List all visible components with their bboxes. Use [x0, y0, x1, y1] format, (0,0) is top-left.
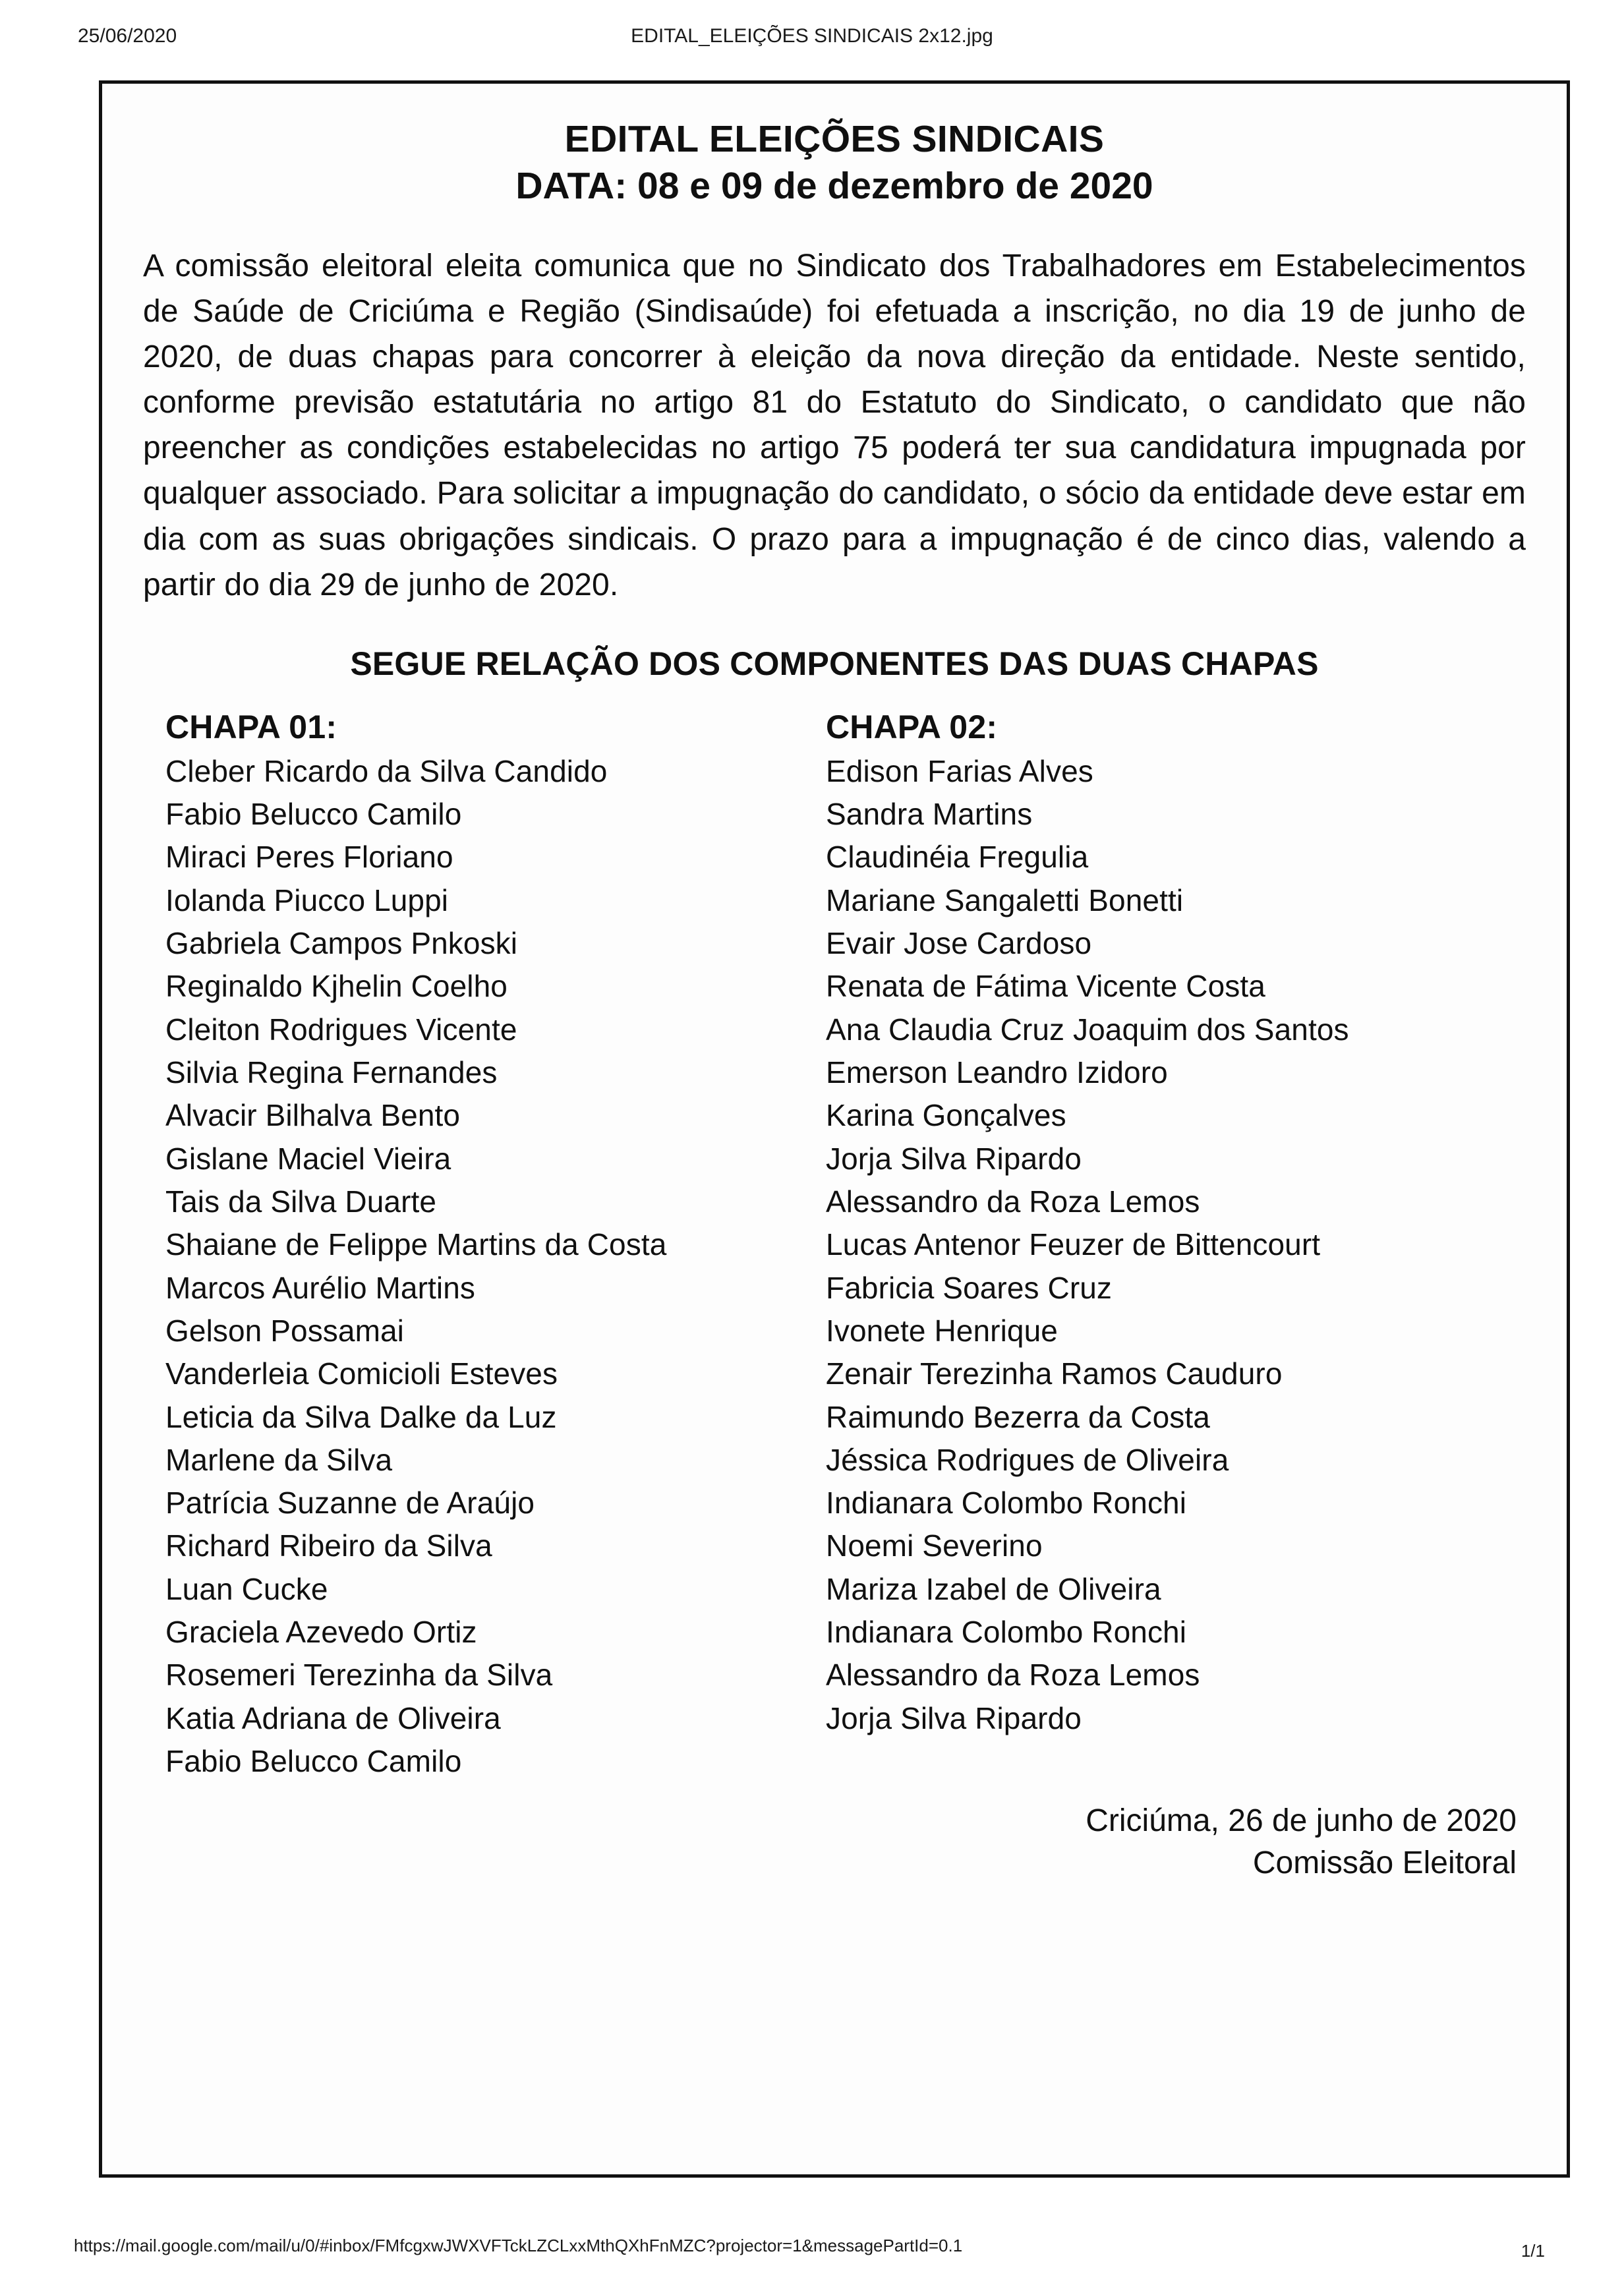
notice-subtitle: DATA: 08 e 09 de dezembro de 2020 [515, 164, 1153, 207]
slate-member-item: Leticia da Silva Dalke da Luz [165, 1399, 557, 1434]
slate-member-item: Lucas Antenor Feuzer de Bittencourt [826, 1227, 1321, 1262]
slate-member-item: Emerson Leandro Izidoro [826, 1055, 1168, 1089]
print-footer [0, 2236, 1624, 2275]
slate-chapa-02-member-list [826, 750, 1514, 1740]
slate-member-item: Jorja Silva Ripardo [826, 1141, 1082, 1176]
slate-member-item: Raimundo Bezerra da Costa [826, 1399, 1210, 1434]
slate-member-item: Katia Adriana de Oliveira [165, 1700, 501, 1735]
slate-member-item: Claudinéia Fregulia [826, 840, 1089, 875]
slate-member-item: Indianara Colombo Ronchi [826, 1486, 1187, 1521]
slate-member-item: Richard Ribeiro da Silva [165, 1528, 492, 1563]
print-header-document-name: EDITAL_ELEIÇÕES SINDICAIS 2x12.jpg [631, 25, 993, 47]
signature-block [136, 1800, 1532, 1884]
slate-chapa-02 [815, 708, 1514, 1740]
slate-member-item: Fabio Belucco Camilo [165, 1744, 462, 1778]
slate-member-item: Zenair Terezinha Ramos Cauduro [826, 1356, 1283, 1391]
slate-member-item: Miraci Peres Floriano [165, 840, 453, 875]
slate-member-item: Ivonete Henrique [826, 1313, 1058, 1348]
slate-member-item: Sandra Martins [826, 797, 1033, 832]
slate-member-item: Renata de Fátima Vicente Costa [826, 969, 1265, 1004]
slate-member-item: Jéssica Rodrigues de Oliveira [826, 1442, 1229, 1477]
notice-content [102, 84, 1567, 2174]
slate-chapa-01-title: CHAPA 01: [165, 708, 337, 745]
slate-member-item: Gislane Maciel Vieira [165, 1141, 451, 1176]
slate-member-item: Vanderleia Comicioli Esteves [165, 1356, 558, 1391]
slate-member-item: Marlene da Silva [165, 1442, 393, 1477]
slate-member-item: Fabricia Soares Cruz [826, 1270, 1113, 1305]
slate-member-item: Cleiton Rodrigues Vicente [165, 1012, 517, 1047]
slate-member-item: Tais da Silva Duarte [165, 1184, 437, 1219]
slates-container [136, 708, 1532, 1784]
slate-member-item: Silvia Regina Fernandes [165, 1055, 498, 1089]
slate-member-item: Evair Jose Cardoso [826, 926, 1092, 961]
slate-member-item: Luan Cucke [165, 1571, 328, 1606]
notice-title: EDITAL ELEIÇÕES SINDICAIS [564, 118, 1105, 160]
slate-member-item: Shaiane de Felippe Martins da Costa [165, 1227, 667, 1262]
slate-member-item: Patrícia Suzanne de Araújo [165, 1486, 535, 1521]
notice-sheet [99, 80, 1570, 2178]
slate-member-item: Iolanda Piucco Luppi [165, 883, 449, 917]
slate-member-item: Mariza Izabel de Oliveira [826, 1571, 1161, 1606]
slate-member-item: Rosemeri Terezinha da Silva [165, 1658, 553, 1693]
slate-member-item: Fabio Belucco Camilo [165, 797, 462, 832]
slate-chapa-02-title: CHAPA 02: [826, 708, 998, 745]
signature-signed-by: Comissão Eleitoral [1252, 1845, 1517, 1880]
slate-member-item: Gabriela Campos Pnkoski [165, 926, 518, 961]
slate-member-item: Karina Gonçalves [826, 1098, 1066, 1133]
print-footer-page-number: 1/1 [1521, 2241, 1545, 2261]
slate-member-item: Ana Claudia Cruz Joaquim dos Santos [826, 1012, 1349, 1047]
slate-member-item: Marcos Aurélio Martins [165, 1270, 476, 1305]
print-footer-url: https://mail.google.com/mail/u/0/#inbox/FMfcgxwJWXVFTckLZCLxxMthQXhFnMZC?projector=1&messagePartId=0.1 [74, 2236, 963, 2255]
notice-body-paragraph: A comissão eleitoral eleita comunica que no Sindicato dos Trabalhadores em Estabelecimentos de Saúde de Criciúma e Região (Sindisaúde) foi efetuada a inscrição, no dia 19 de junho de 2020, de duas chapas para concorrer à eleição da nova direção da entidade. Neste sentido, conforme previsão estatutária no artigo 81 do Estatuto do Sindicato, o candidato que não preencher as condições estabelecidas no artigo 75 poderá ter sua candidatura impugnada por qualquer associado. Para solicitar a impugnação do candidato, o sócio da entidade deve estar em dia com as suas obrigações sindicais. O prazo para a impugnação é de cinco dias, valendo a partir do dia 29 de junho de 2020. [143, 248, 1526, 602]
slate-chapa-01 [136, 708, 815, 1784]
slate-member-item: Mariane Sangaletti Bonetti [826, 883, 1184, 917]
slate-member-item: Edison Farias Alves [826, 753, 1093, 788]
print-header [0, 25, 1624, 55]
slates-section-heading: SEGUE RELAÇÃO DOS COMPONENTES DAS DUAS CHAPAS [350, 645, 1319, 682]
slate-member-item: Noemi Severino [826, 1528, 1043, 1563]
print-header-date: 25/06/2020 [78, 25, 177, 47]
slate-member-item: Indianara Colombo Ronchi [826, 1615, 1187, 1650]
slate-member-item: Alessandro da Roza Lemos [826, 1184, 1200, 1219]
slate-member-item: Alvacir Bilhalva Bento [165, 1098, 461, 1133]
slate-member-item: Cleber Ricardo da Silva Candido [165, 753, 608, 788]
signature-place-date: Criciúma, 26 de junho de 2020 [1086, 1803, 1517, 1839]
slate-member-item: Jorja Silva Ripardo [826, 1700, 1082, 1735]
slate-member-item: Reginaldo Kjhelin Coelho [165, 969, 508, 1004]
slate-member-item: Alessandro da Roza Lemos [826, 1658, 1200, 1693]
slate-member-item: Graciela Azevedo Ortiz [165, 1615, 477, 1650]
slate-chapa-01-member-list [165, 750, 815, 1784]
slate-member-item: Gelson Possamai [165, 1313, 404, 1348]
